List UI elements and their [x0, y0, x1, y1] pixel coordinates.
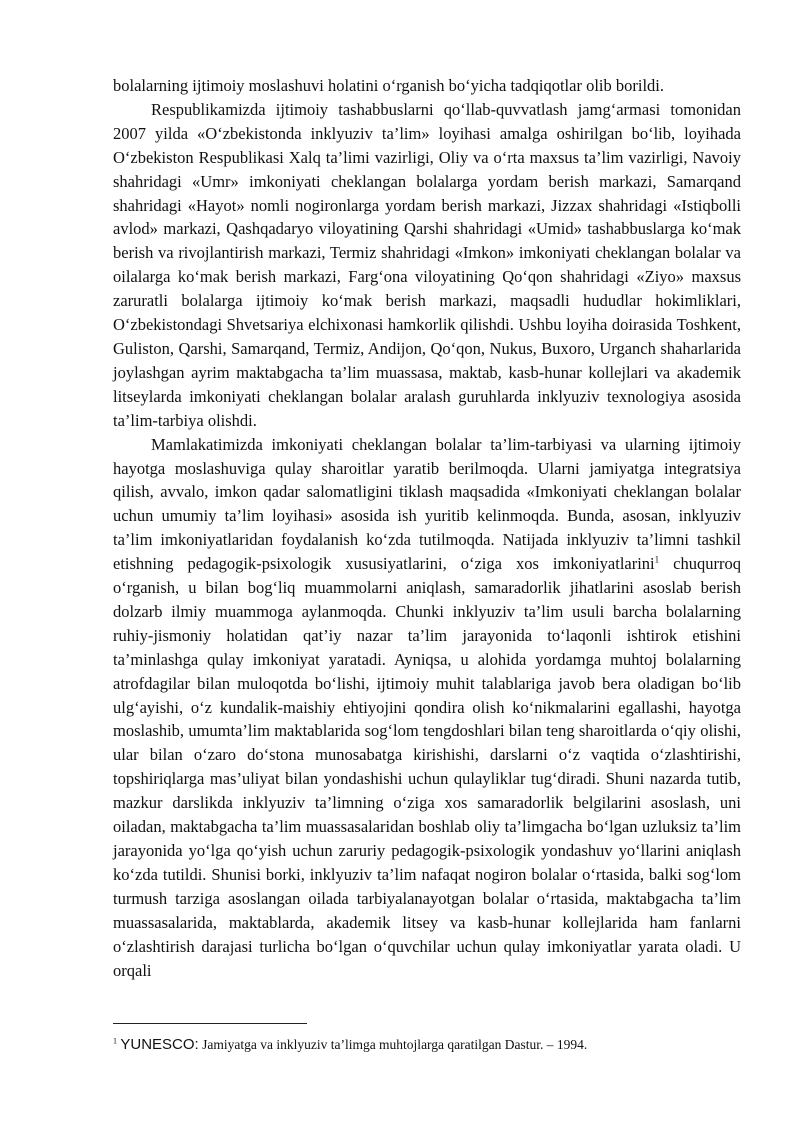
paragraph-text-after-footnote: chuqurroq o‘rganish, u bilan bog‘liq muammolarni aniqlash, samaradorlik jihatlarini asoslab berish dolzarb ilmiy muammoga aylanmoqda. Chunki inklyuziv ta’lim usuli barcha bolalarning ruhiy-jismoniy holatidan qat’iy nazar ta’lim jarayonida to‘laqonli ishtirok etishini ta’minlashga qulay imkoniyat yaratadi. Ayniqsa, u alohida yordamga muhtoj bolalarning atrofdagilar bilan muloqotda bo‘lishi, ijtimoiy muhit talablariga javob bera oladigan bo‘lib ulg‘ayishi, o‘z kundalik-maishiy ehtiyojini qondira olish ko‘nikmalarini egallashi, hayotga moslashib, umumta’lim maktablarida sog‘lom tengdoshlari bilan teng sharoitlarda o‘qiy olishi, ular bilan o‘zaro do‘stona munosabatga kirishishi, darslarni o‘z vaqtida o‘zlashtirishi, topshiriqlarga mas’uliyat bilan yondashishi uchun qulayliklar tug‘diradi. Shuni nazarda tutib, mazkur darslikda inklyuziv ta’limning o‘ziga xos samaradorlik belgilarini asoslash, uni oiladan, maktabgacha ta’lim muassasalaridan boshlab oliy ta’limgacha bo‘lgan uzluksiz ta’lim jarayonida yo‘lga qo‘yish uchun zaruriy pedagogik-psixologik yondashuv yo‘llarini aniqlash ko‘zda tutildi. Shunisi borki, inklyuziv ta’lim nafaqat nogiron bolalar o‘rtasida, balki sog‘lom turmush tarziga asoslangan oilada tarbiyalanayotgan bolalar o‘rtasida, maktabgacha ta’lim muassasalarida, maktablarda, akademik litsey va kasb-hunar kollejlarida ham fanlarni o‘zlashtirish darajasi turlicha bo‘lgan o‘quvchilar uchun qulay imkoniyatlar yarata oladi. U orqali — [113, 554, 741, 980]
paragraph-continuation: bolalarning ijtimoiy moslashuvi holatini o‘rganish bo‘yicha tadqiqotlar olib borildi. — [113, 76, 664, 95]
paragraph-text-before-footnote: Mamlakatimizda imkoniyati cheklangan bolalar ta’lim-tarbiyasi va ularning ijtimoiy hayotga moslashuviga qulay sharoitlar yaratib berilmoqda. Ularni jamiyatga integratsiya qilish, avvalo, imkon qadar salomatligini tiklash maqsadida «Imkoniyati cheklangan bolalar uchun umumiy ta’lim loyihasi» asosida ish yuritib kelinmoqda. Bunda, asosan, inklyuziv ta’lim imkoniyatlaridan foydalanish ko‘zda tutilmoqda. Natijada inklyuziv ta’limni tashkil etishning pedagogik-psixologik xususiyatlarini, o‘ziga xos imkoniyatlarini — [113, 434, 741, 574]
paragraph-inclusive-project: Respublikamizda ijtimoiy tashabbuslarni qo‘llab-quvvatlash jamg‘armasi tomonidan 2007 yilda «O‘zbekistonda inklyuziv ta’lim» loyihasi amalga oshirilgan bo‘lib, loyihada O‘zbekiston Respublikasi Xalq ta’limi vazirligi, Oliy va o‘rta maxsus ta’lim vazirligi, Navoiy shahridagi «Umr» imkoniyati cheklangan bolalarga yordam berish markazi, Samarqand shahridagi «Hayot» nomli nogironlarga yordam berish markazi, Jizzax shahridagi «Istiqbolli avlod» markazi, Qashqadaryo viloyatining Qarshi shahridagi «Umid» tashabbuslarga ko‘mak berish va rivojlantirish markazi, Termiz shahridagi «Imkon» imkoniyati cheklangan bolalar va oilalarga ko‘mak berish markazi, Farg‘ona viloyatining Qo‘qon shahridagi «Ziyo» maxsus zaruratli bolalarga ijtimoiy ko‘mak berish markazi, maqsadli hududlar hokimliklari, O‘zbekistondagi Shvetsariya elchixonasi hamkorlik qilishdi. Ushbu loyiha doirasida Toshkent, Guliston, Qarshi, Samarqand, Termiz, Andijon, Qo‘qon, Nukus, Buxoro, Urganch shaharlarida joylashgan ayrim maktabgacha ta’lim muassasa, maktab, kasb-hunar kollejlari va akademik litseylarda imkoniyati cheklangan bolalar aralash guruhlarda inklyuziv texnologiya asosida ta’lim-tarbiya olishdi. — [113, 99, 741, 430]
footnote-marker: 1 — [113, 1036, 117, 1046]
footnote-separator — [113, 1023, 307, 1024]
footnote-organization: YUNESCO: — [120, 1036, 199, 1053]
paragraph-inclusive-education — [113, 433, 741, 983]
footnote — [113, 1035, 741, 1055]
footnote-text: Jamiyatga va inklyuziv ta’limga muhtojlarga qaratilgan Dastur. – 1994. — [198, 1037, 588, 1052]
body-text — [113, 74, 741, 982]
footnote-reference[interactable]: 1 — [654, 554, 660, 565]
